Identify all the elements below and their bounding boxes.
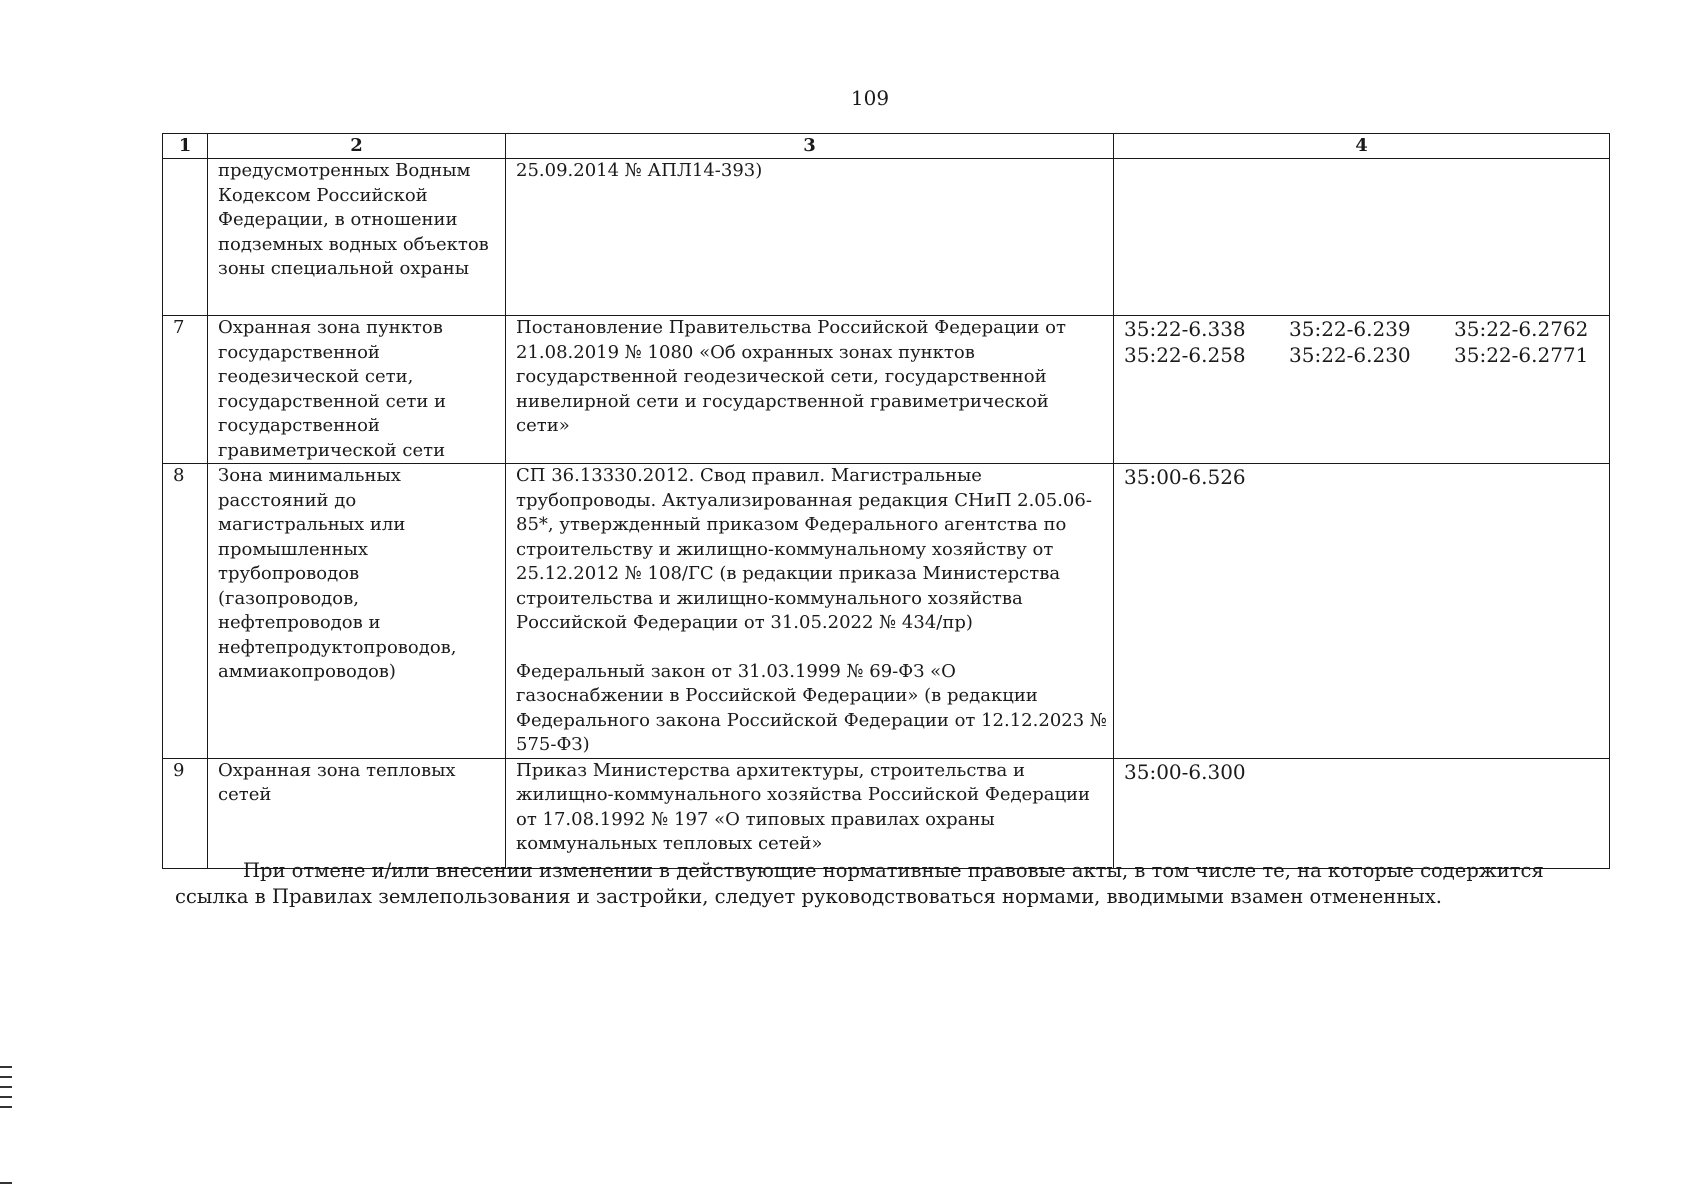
legal-act: 25.09.2014 № АПЛ14-393) xyxy=(516,160,763,181)
registry-code: 35:00-6.300 xyxy=(1124,759,1246,784)
header-cell-1: 1 xyxy=(163,134,208,159)
row-number xyxy=(163,159,208,316)
registry-code: 35:22-6.239 xyxy=(1289,317,1411,341)
scan-mark xyxy=(0,1182,12,1184)
legal-act-cell xyxy=(506,316,1114,464)
legal-act: Федеральный закон от 31.03.1999 № 69-ФЗ «О газоснабжении в Российской Федерации» (в редакции Федерального закона Российской Федерации от 12.12.2023 № 575-ФЗ) xyxy=(516,660,1107,755)
header-cell-2: 2 xyxy=(208,134,506,159)
registry-codes-cell xyxy=(1114,758,1610,868)
zone-name: предусмотренных Водным Кодексом Российской Федерации, в отношении подземных водных объектов зоны специальной охраны xyxy=(208,159,506,316)
scan-mark xyxy=(0,1106,12,1108)
registry-codes-cell xyxy=(1114,159,1610,316)
row-number: 8 xyxy=(163,464,208,759)
zone-name: Охранная зона пунктов государственной геодезической сети, государственной сети и государственной гравиметрической сети xyxy=(208,316,506,464)
zone-name: Охранная зона тепловых сетей xyxy=(208,758,506,868)
scan-mark xyxy=(0,1086,12,1088)
legal-act: СП 36.13330.2012. Свод правил. Магистральные трубопроводы. Актуализированная редакция СНиП 2.05.06-85*, утвержденный приказом Федерального агентства по строительству и жилищно-коммунальному хозяйству от 25.12.2012 № 108/ГС (в редакции приказа Министерства строительства и жилищно-коммунального хозяйства Российской Федерации от 31.05.2022 № 434/пр) xyxy=(516,465,1092,633)
table-row xyxy=(163,316,1610,464)
row-number: 7 xyxy=(163,316,208,464)
row-number: 9 xyxy=(163,758,208,868)
registry-codes-cell xyxy=(1114,316,1610,464)
registry-codes xyxy=(1124,316,1603,368)
table-row xyxy=(163,464,1610,759)
legal-act-cell xyxy=(506,464,1114,759)
footnote-paragraph: При отмене и/или внесении изменении в действующие нормативные правовые акты, в том числе те, на которые содержится ссылка в Правилах землепользования и застройки, следует руководствоваться нормами, вводимыми взамен отмененных. xyxy=(175,859,1544,908)
page-number: 109 xyxy=(850,86,890,110)
registry-codes xyxy=(1124,464,1603,490)
registry-code: 35:22-6.338 xyxy=(1124,317,1246,341)
legal-act-cell xyxy=(506,159,1114,316)
legal-act: Приказ Министерства архитектуры, строительства и жилищно-коммунального хозяйства Российской Федерации от 17.08.1992 № 197 «О типовых правилах охраны коммунальных тепловых сетей» xyxy=(516,759,1091,854)
registry-code: 35:22-6.2762 xyxy=(1454,317,1589,341)
header-cell-3: 3 xyxy=(506,134,1114,159)
registry-code: 35:00-6.526 xyxy=(1124,465,1246,489)
table-row xyxy=(163,758,1610,868)
zones-table xyxy=(162,133,1610,869)
registry-code: 35:22-6.2771 xyxy=(1454,343,1589,367)
scan-mark xyxy=(0,1076,12,1078)
table-header-row xyxy=(163,134,1610,159)
table-row xyxy=(163,159,1610,316)
legal-act: Постановление Правительства Российской Федерации от 21.08.2019 № 1080 «Об охранных зонах пунктов государственной геодезической сети, государственной нивелирной сети и государственной гравиметрической сети» xyxy=(516,317,1066,436)
registry-code: 35:22-6.230 xyxy=(1289,343,1411,367)
scan-mark xyxy=(0,1066,12,1068)
registry-codes xyxy=(1124,759,1603,785)
scan-mark xyxy=(0,1096,12,1098)
registry-code: 35:22-6.258 xyxy=(1124,343,1246,367)
registry-codes-cell xyxy=(1114,464,1610,759)
legal-act-cell xyxy=(506,758,1114,868)
zone-name: Зона минимальных расстояний до магистральных или промышленных трубопроводов (газопроводов, нефтепроводов и нефтепродуктопроводов, аммиакопроводов) xyxy=(208,464,506,759)
header-cell-4: 4 xyxy=(1114,134,1610,159)
